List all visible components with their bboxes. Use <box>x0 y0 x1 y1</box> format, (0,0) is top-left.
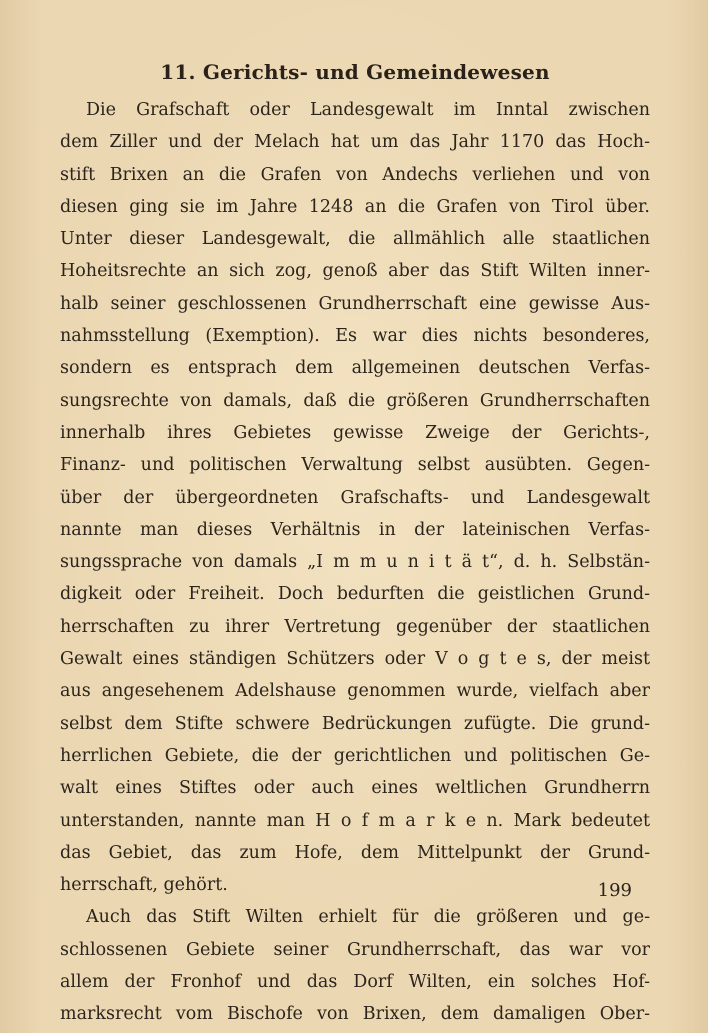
text-line: unterstanden, nannte man H o f m a r k e n. Mark bedeutet <box>60 810 650 831</box>
text-line: schlossenen Gebiete seiner Grundherrschaft, das war vor <box>60 939 650 960</box>
text-line: herrlichen Gebiete, die der gerichtlichen und politischen Ge- <box>60 745 650 766</box>
text-line: marksrecht vom Bischofe von Brixen, dem damaligen Ober- <box>60 1004 650 1025</box>
text-line: Unter dieser Landesgewalt, die allmählich alle staatlichen <box>60 229 650 250</box>
text-line: Hoheitsrechte an sich zog, genoß aber das Stift Wilten inner- <box>60 261 650 282</box>
text-line: nannte man dieses Verhältnis in der lateinischen Verfas- <box>60 519 650 540</box>
text-line: sungsrechte von damals, daß die größeren Grundherrschaften <box>60 390 650 411</box>
text-line: Finanz- und politischen Verwaltung selbst ausübten. Gegen- <box>60 455 650 476</box>
text-line: innerhalb ihres Gebietes gewisse Zweige der Gerichts-, <box>60 422 650 443</box>
text-line: sondern es entsprach dem allgemeinen deutschen Verfas- <box>60 358 650 379</box>
text-line: das Gebiet, das zum Hofe, dem Mittelpunkt der Grund- <box>60 842 650 863</box>
text-line: allem der Fronhof und das Dorf Wilten, ein solches Hof- <box>60 972 650 993</box>
page-number: 199 <box>597 880 632 901</box>
text-line: herrschaft, gehört. <box>60 875 228 896</box>
text-line: walt eines Stiftes oder auch eines weltlichen Grundherrn <box>60 778 650 799</box>
text-line: dem Ziller und der Melach hat um das Jahr 1170 das Hoch- <box>60 132 650 153</box>
section-heading: 11. Gerichts- und Gemeindewesen <box>160 60 550 84</box>
text-line: herrschaften zu ihrer Vertretung gegenüber der staatlichen <box>60 616 650 637</box>
text-line: Die Grafschaft oder Landesgewalt im Inntal zwischen <box>86 100 650 120</box>
text-line: nahmsstellung (Exemption). Es war dies nichts besonderes, <box>60 326 650 347</box>
text-line: Auch das Stift Wilten erhielt für die größeren und ge- <box>86 907 650 928</box>
text-line: Gewalt eines ständigen Schützers oder V o g t e s, der meist <box>60 649 650 670</box>
text-line: über der übergeordneten Grafschafts- und Landesgewalt <box>60 487 650 508</box>
text-line: halb seiner geschlossenen Grundherrschaft eine gewisse Aus- <box>60 293 650 314</box>
text-line: aus angesehenem Adelshause genommen wurde, vielfach aber <box>60 681 650 702</box>
text-line: digkeit oder Freiheit. Doch bedurften die geistlichen Grund- <box>60 584 650 605</box>
text-line: sungssprache von damals „I m m u n i t ä t“, d. h. Selbstän- <box>60 552 650 573</box>
text-line: selbst dem Stifte schwere Bedrückungen zufügte. Die grund- <box>60 713 650 734</box>
text-line: diesen ging sie im Jahre 1248 an die Grafen von Tirol über. <box>60 196 650 217</box>
text-line: stift Brixen an die Grafen von Andechs verliehen und von <box>60 164 650 185</box>
body-text <box>60 94 650 1031</box>
